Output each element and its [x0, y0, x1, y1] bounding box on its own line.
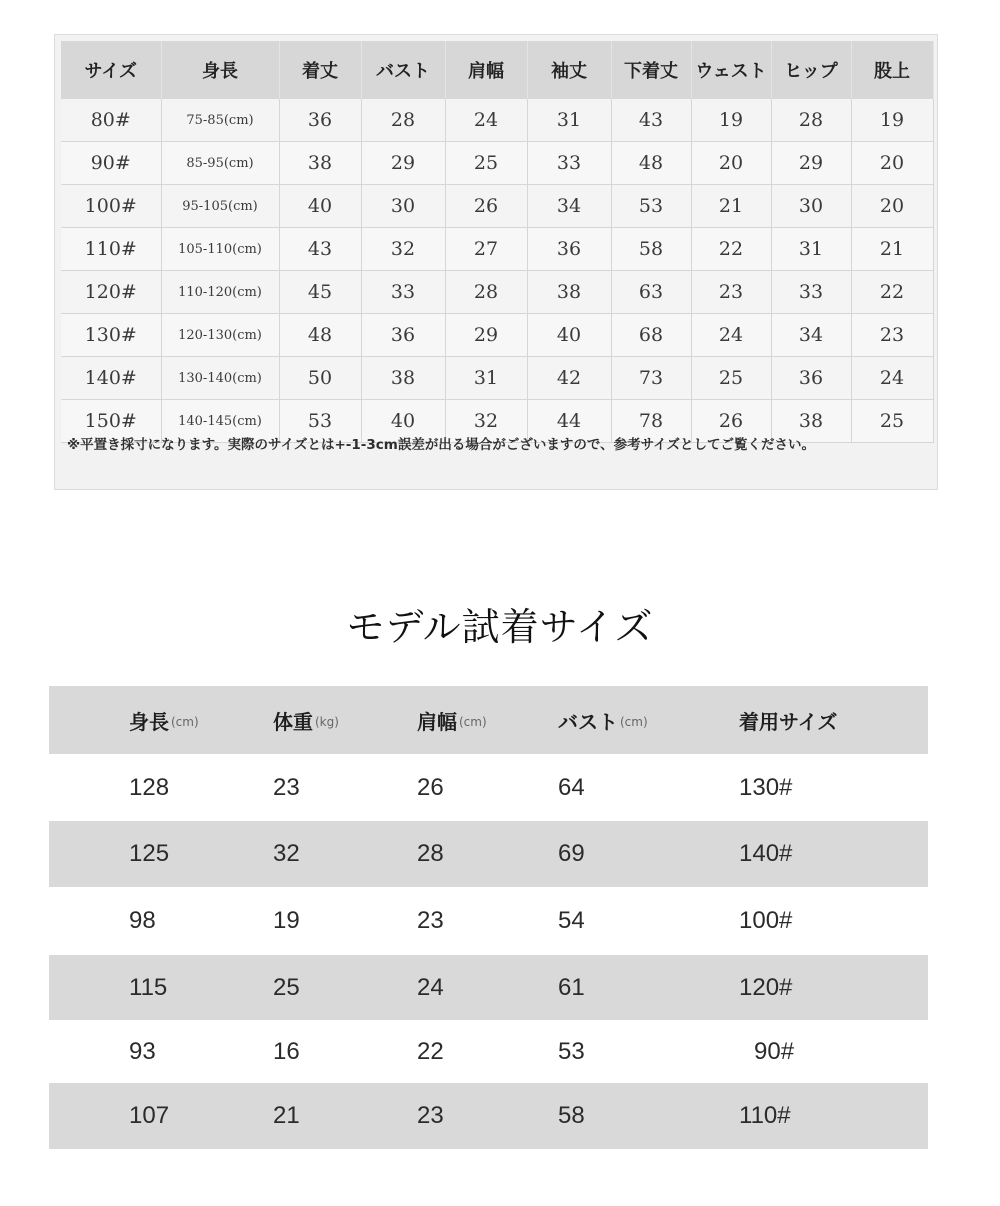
column-header: 着用サイズ	[739, 709, 838, 734]
model-value-cell: 98	[129, 907, 156, 934]
model-value-cell: 32	[273, 840, 300, 867]
measurement-cell: 31	[771, 228, 851, 271]
measurement-cell: 20	[851, 142, 933, 185]
size-chart-table	[61, 41, 934, 443]
model-value-cell: 21	[273, 1102, 300, 1129]
measurement-cell: 20	[851, 185, 933, 228]
model-value-cell: 16	[273, 1037, 300, 1065]
measurement-cell: 30	[361, 185, 445, 228]
measurement-cell: 31	[527, 99, 611, 142]
measurement-cell: 73	[611, 357, 691, 400]
model-value-cell: 19	[273, 907, 300, 934]
model-value-cell: 53	[558, 1037, 585, 1065]
measurement-cell: 26	[445, 185, 527, 228]
model-value-cell: 128	[129, 773, 170, 801]
measurement-cell: 63	[611, 271, 691, 314]
measurement-cell: 26	[691, 400, 771, 443]
size-chart-panel	[54, 34, 938, 490]
table-row	[61, 99, 933, 142]
size-cell: 90#	[61, 142, 161, 185]
column-header: 股上	[851, 41, 933, 99]
measurement-cell: 40	[527, 314, 611, 357]
model-table-body	[49, 754, 928, 1149]
measurement-cell: 29	[445, 314, 527, 357]
column-header: 体重 (kg)	[273, 709, 339, 734]
measurement-cell: 30	[771, 185, 851, 228]
model-value-cell: 90#	[754, 1037, 795, 1065]
model-value-cell: 100#	[739, 907, 793, 934]
measurement-cell: 27	[445, 228, 527, 271]
measurement-cell: 48	[279, 314, 361, 357]
size-cell: 150#	[61, 400, 161, 443]
model-size-table	[49, 686, 928, 1149]
measurement-cell: 31	[445, 357, 527, 400]
model-value-cell: 54	[558, 907, 585, 934]
table-row	[49, 1083, 928, 1149]
measurement-cell: 28	[771, 99, 851, 142]
model-value-cell: 115	[129, 973, 168, 1001]
model-value-cell: 24	[417, 973, 444, 1001]
measurement-cell: 28	[445, 271, 527, 314]
model-table-header-row	[49, 686, 928, 754]
measurement-cell: 20	[691, 142, 771, 185]
measurement-cell: 32	[361, 228, 445, 271]
measurement-cell: 43	[611, 99, 691, 142]
table-row	[61, 142, 933, 185]
measurement-note: ※平置き採寸になります。実際のサイズとは+-1-3cm誤差が出る場合がございますので、参考サイズとしてご覧ください。	[67, 437, 815, 453]
measurement-cell: 78	[611, 400, 691, 443]
model-value-cell: 25	[273, 973, 300, 1001]
measurement-cell: 22	[851, 271, 933, 314]
measurement-cell: 25	[851, 400, 933, 443]
table-row	[61, 357, 933, 400]
measurement-cell: 53	[279, 400, 361, 443]
measurement-cell: 36	[527, 228, 611, 271]
size-cell: 100#	[61, 185, 161, 228]
measurement-cell: 34	[771, 314, 851, 357]
measurement-cell: 38	[361, 357, 445, 400]
height-range-cell: 140-145(cm)	[161, 400, 279, 443]
measurement-cell: 53	[611, 185, 691, 228]
column-header: ウェスト	[691, 41, 771, 99]
measurement-cell: 48	[611, 142, 691, 185]
measurement-cell: 32	[445, 400, 527, 443]
measurement-cell: 23	[851, 314, 933, 357]
measurement-cell: 45	[279, 271, 361, 314]
height-range-cell: 120-130(cm)	[161, 314, 279, 357]
measurement-cell: 24	[445, 99, 527, 142]
measurement-cell: 19	[851, 99, 933, 142]
measurement-cell: 29	[771, 142, 851, 185]
size-cell: 80#	[61, 99, 161, 142]
column-header: 下着丈	[611, 41, 691, 99]
column-header: バスト	[361, 41, 445, 99]
measurement-cell: 25	[445, 142, 527, 185]
size-cell: 110#	[61, 228, 161, 271]
table-row	[49, 754, 928, 821]
model-value-cell: 125	[129, 840, 170, 867]
measurement-cell: 21	[851, 228, 933, 271]
measurement-cell: 38	[771, 400, 851, 443]
measurement-cell: 36	[279, 99, 361, 142]
measurement-cell: 40	[361, 400, 445, 443]
model-value-cell: 140#	[739, 840, 793, 867]
column-header: ヒップ	[771, 41, 851, 99]
table-row	[49, 1020, 928, 1083]
height-range-cell: 130-140(cm)	[161, 357, 279, 400]
column-header: 肩幅	[445, 41, 527, 99]
measurement-cell: 50	[279, 357, 361, 400]
table-row	[61, 185, 933, 228]
measurement-cell: 24	[691, 314, 771, 357]
measurement-cell: 40	[279, 185, 361, 228]
measurement-cell: 34	[527, 185, 611, 228]
height-range-cell: 95-105(cm)	[161, 185, 279, 228]
measurement-cell: 36	[771, 357, 851, 400]
measurement-cell: 25	[691, 357, 771, 400]
size-cell: 130#	[61, 314, 161, 357]
measurement-cell: 19	[691, 99, 771, 142]
model-value-cell: 61	[558, 973, 585, 1001]
size-chart-body	[61, 99, 933, 443]
model-value-cell: 107	[129, 1102, 170, 1129]
model-value-cell: 26	[417, 773, 444, 801]
table-row	[49, 887, 928, 955]
measurement-cell: 43	[279, 228, 361, 271]
model-value-cell: 23	[417, 907, 444, 934]
table-row	[61, 228, 933, 271]
column-header: 着丈	[279, 41, 361, 99]
size-cell: 120#	[61, 271, 161, 314]
measurement-cell: 33	[771, 271, 851, 314]
model-size-title: モデル試着サイズ	[346, 605, 654, 649]
size-cell: 140#	[61, 357, 161, 400]
table-row	[61, 271, 933, 314]
table-row	[49, 955, 928, 1020]
measurement-cell: 36	[361, 314, 445, 357]
measurement-cell: 22	[691, 228, 771, 271]
measurement-cell: 38	[527, 271, 611, 314]
measurement-cell: 23	[691, 271, 771, 314]
model-value-cell: 23	[417, 1102, 444, 1129]
model-value-cell: 93	[129, 1037, 156, 1065]
column-header: 身長 (cm)	[129, 709, 199, 734]
column-header: 肩幅 (cm)	[417, 709, 487, 734]
model-value-cell: 23	[273, 773, 300, 801]
measurement-cell: 38	[279, 142, 361, 185]
measurement-cell: 68	[611, 314, 691, 357]
measurement-cell: 24	[851, 357, 933, 400]
column-header: サイズ	[61, 41, 161, 99]
measurement-cell: 21	[691, 185, 771, 228]
model-value-cell: 130#	[739, 773, 793, 801]
measurement-cell: 42	[527, 357, 611, 400]
model-value-cell: 28	[417, 840, 444, 867]
measurement-cell: 33	[527, 142, 611, 185]
size-chart-header-row	[61, 41, 933, 99]
model-value-cell: 58	[558, 1102, 585, 1129]
model-value-cell: 110#	[739, 1102, 791, 1129]
column-header: 身長	[161, 41, 279, 99]
measurement-cell: 28	[361, 99, 445, 142]
model-value-cell: 64	[558, 773, 585, 801]
height-range-cell: 110-120(cm)	[161, 271, 279, 314]
measurement-cell: 29	[361, 142, 445, 185]
height-range-cell: 75-85(cm)	[161, 99, 279, 142]
table-row	[49, 821, 928, 887]
column-header: 袖丈	[527, 41, 611, 99]
model-value-cell: 69	[558, 840, 585, 867]
model-value-cell: 120#	[739, 973, 793, 1001]
model-value-cell: 22	[417, 1037, 444, 1065]
measurement-cell: 44	[527, 400, 611, 443]
measurement-cell: 33	[361, 271, 445, 314]
measurement-cell: 58	[611, 228, 691, 271]
column-header: バスト (cm)	[558, 709, 648, 734]
table-row	[61, 314, 933, 357]
height-range-cell: 105-110(cm)	[161, 228, 279, 271]
height-range-cell: 85-95(cm)	[161, 142, 279, 185]
